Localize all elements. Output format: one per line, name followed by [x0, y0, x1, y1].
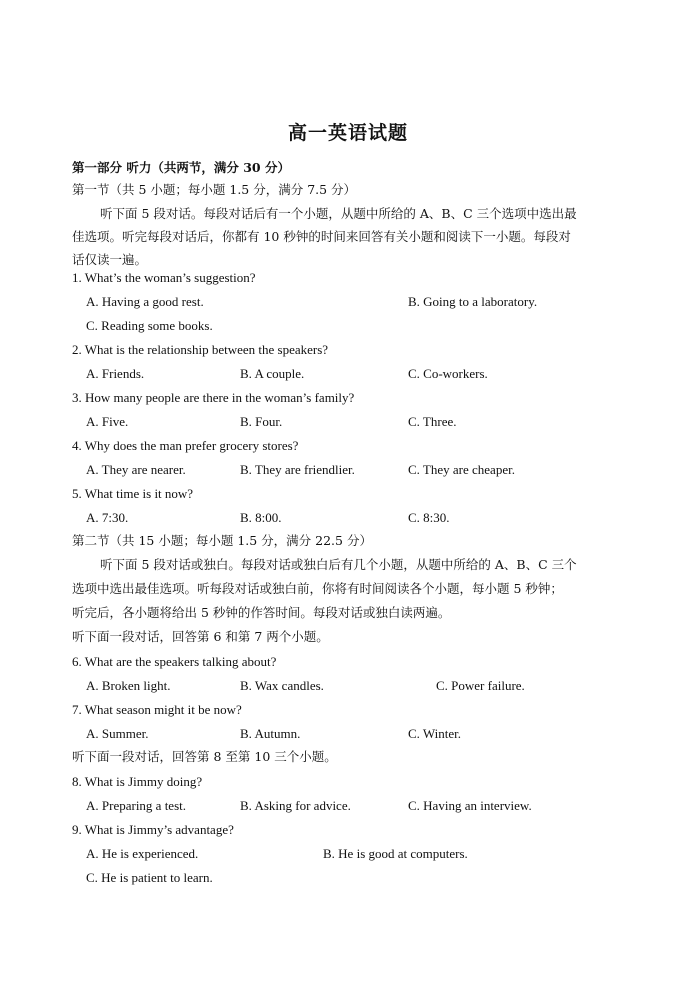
section1-instruction-line: 话仅读一遍。: [72, 252, 148, 267]
question-stem: 2. What is the relationship between the speakers?: [72, 342, 329, 357]
option-c: C. Winter.: [408, 726, 462, 741]
option-b: B. Wax candles.: [240, 678, 324, 693]
part1-heading: 第一部分 听力（共两节，满分 30 分）: [72, 160, 290, 175]
option-a: A. Having a good rest.: [86, 294, 204, 309]
section2-instruction-line: 听下面 5 段对话或独白。每段对话或独白后有几个小题，从题中所给的 A、B、C 三个: [100, 557, 577, 572]
option-c: C. Power failure.: [436, 678, 525, 693]
option-c: C. Having an interview.: [408, 798, 532, 813]
section2-instruction-line: 选项中选出最佳选项。听每段对话或独白前，你将有时间阅读各个小题，每小题 5 秒钟；: [72, 581, 563, 596]
question-stem: 4. Why does the man prefer grocery stores?: [72, 438, 299, 453]
section2-instruction-line: 听完后，各小题将给出 5 秒钟的作答时间。每段对话或独白读两遍。: [72, 605, 451, 620]
question-stem: 6. What are the speakers talking about?: [72, 654, 277, 669]
option-c: C. Reading some books.: [86, 318, 213, 333]
option-b: B. 8:00.: [240, 510, 282, 525]
option-c: C. 8:30.: [408, 510, 450, 525]
option-a: A. Preparing a test.: [86, 798, 187, 813]
option-c: C. Three.: [408, 414, 457, 429]
listening-prompt: 听下面一段对话，回答第 8 至第 10 三个小题。: [72, 749, 337, 764]
option-a: A. Summer.: [86, 726, 149, 741]
section1-heading: 第一节（共 5 小题；每小题 1.5 分，满分 7.5 分）: [72, 182, 357, 197]
section1-instruction-line: 佳选项。听完每段对话后，你都有 10 秒钟的时间来回答有关小题和阅读下一小题。每段对: [72, 229, 571, 244]
option-a: A. He is experienced.: [86, 846, 199, 861]
option-c: C. Co-workers.: [408, 366, 488, 381]
page-title: 高一英语试题: [287, 122, 408, 144]
question-stem: 5. What time is it now?: [72, 486, 194, 501]
question-stem: 3. How many people are there in the woman’s family?: [72, 390, 355, 405]
section1-instruction-line: 听下面 5 段对话。每段对话后有一个小题，从题中所给的 A、B、C 三个选项中选出最: [100, 206, 577, 221]
option-b: B. Asking for advice.: [240, 798, 351, 813]
option-b: B. They are friendlier.: [240, 462, 355, 477]
question-stem: 9. What is Jimmy’s advantage?: [72, 822, 234, 837]
option-b: B. He is good at computers.: [323, 846, 468, 861]
option-a: A. Broken light.: [86, 678, 171, 693]
option-c: C. They are cheaper.: [408, 462, 515, 477]
option-b: B. Autumn.: [240, 726, 301, 741]
listening-prompt: 听下面一段对话，回答第 6 和第 7 两个小题。: [72, 629, 329, 644]
option-b: B. A couple.: [240, 366, 305, 381]
option-a: A. Friends.: [86, 366, 145, 381]
option-a: A. Five.: [86, 414, 129, 429]
option-b: B. Going to a laboratory.: [408, 294, 538, 309]
option-c: C. He is patient to learn.: [86, 870, 213, 885]
question-stem: 8. What is Jimmy doing?: [72, 774, 203, 789]
option-b: B. Four.: [240, 414, 283, 429]
question-stem: 1. What’s the woman’s suggestion?: [72, 270, 256, 285]
option-a: A. 7:30.: [86, 510, 129, 525]
question-stem: 7. What season might it be now?: [72, 702, 242, 717]
section2-heading: 第二节（共 15 小题；每小题 1.5 分，满分 22.5 分）: [72, 533, 372, 548]
option-a: A. They are nearer.: [86, 462, 186, 477]
